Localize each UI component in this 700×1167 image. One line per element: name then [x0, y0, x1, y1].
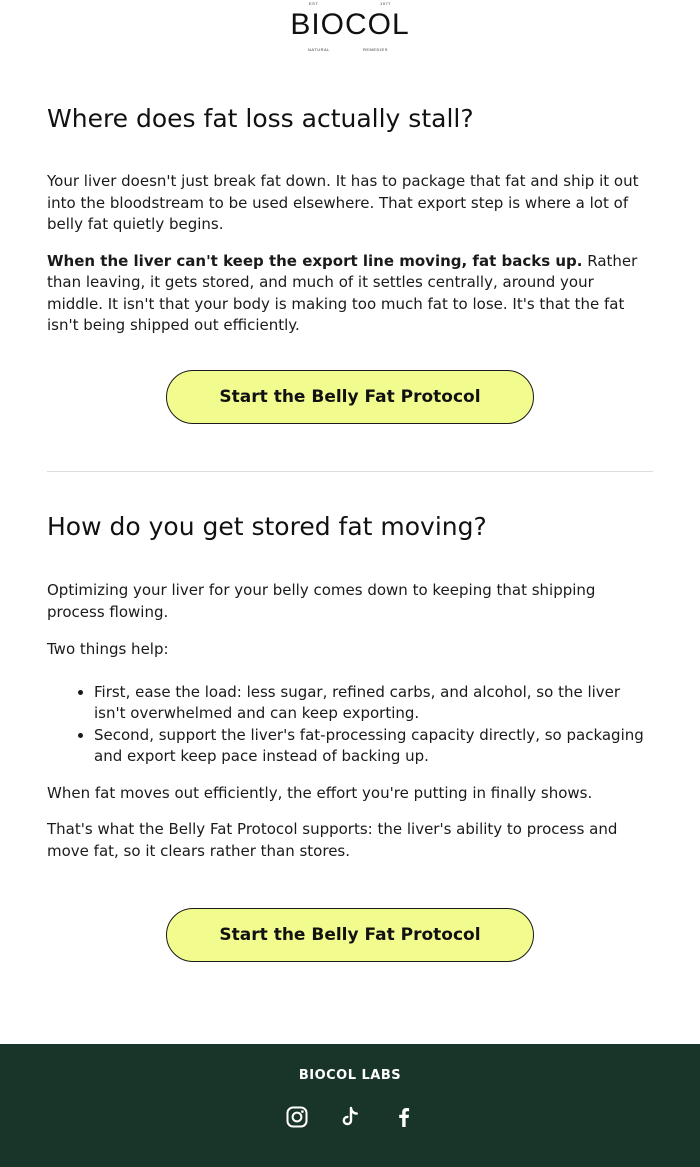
- section-2-heading-wrap: [47, 511, 653, 543]
- section-1-body: [47, 171, 653, 337]
- section-2-paragraph-2: Two things help:: [47, 640, 169, 658]
- instagram-icon[interactable]: [284, 1104, 310, 1130]
- section-divider: [47, 471, 653, 472]
- facebook-icon[interactable]: [391, 1104, 417, 1130]
- section-2-heading: How do you get stored fat moving?: [47, 512, 487, 541]
- start-protocol-button-1[interactable]: Start the Belly Fat Protocol: [166, 370, 534, 424]
- list-item: • Second, support the liver's fat-processing capacity directly, so packaging and export keep pace instead of backing up.: [94, 725, 653, 768]
- logo-est: EST.: [309, 1, 320, 6]
- section-1-paragraph-1: Your liver doesn't just break fat down. It has to package that fat and ship it out into the bloodstream to be used elsewhere. That export step is where a lot of belly fat quietly begins.: [47, 172, 639, 233]
- brand-logo[interactable]: [0, 0, 700, 56]
- section-1-heading-wrap: [47, 103, 653, 135]
- logo-year: 1977: [380, 1, 391, 6]
- section-1-paragraph-2-rest: Rather than leaving, it gets stored, and much of it settles centrally, around your middle. It isn't that your body is making too much fat to lose. It's that the fat isn't being shipped out efficiently.: [47, 251, 638, 334]
- footer-brand: BIOCOL LABS: [298, 1068, 402, 1083]
- section-2-paragraph-1: Optimizing your liver for your belly comes down to keeping that shipping process flowing.: [47, 581, 596, 621]
- section-1-heading: Where does fat loss actually stall?: [47, 104, 474, 133]
- list-item: • First, ease the load: less sugar, refined carbs, and alcohol, so the liver isn't overwhelmed and can keep exporting.: [94, 682, 653, 725]
- section-2-paragraph-4: That's what the Belly Fat Protocol supports: the liver's ability to process and move fat, so it clears rather than stores.: [47, 820, 618, 860]
- section-1-paragraph-2: [47, 251, 653, 337]
- logo-natural: NATURAL: [308, 47, 330, 52]
- start-protocol-button-2[interactable]: Start the Belly Fat Protocol: [166, 908, 534, 962]
- section-2-body: [47, 580, 653, 862]
- tiktok-icon[interactable]: [337, 1104, 363, 1130]
- section-2-list: [47, 682, 653, 768]
- section-1-paragraph-2-bold: When the liver can't keep the export line moving, fat backs up.: [47, 251, 583, 270]
- logo-wordmark: BIOCOL: [290, 8, 410, 41]
- footer: [0, 1044, 700, 1167]
- logo-remedies: REMEDIES: [363, 47, 388, 52]
- section-2-paragraph-3: When fat moves out efficiently, the effort you're putting in finally shows.: [47, 783, 593, 802]
